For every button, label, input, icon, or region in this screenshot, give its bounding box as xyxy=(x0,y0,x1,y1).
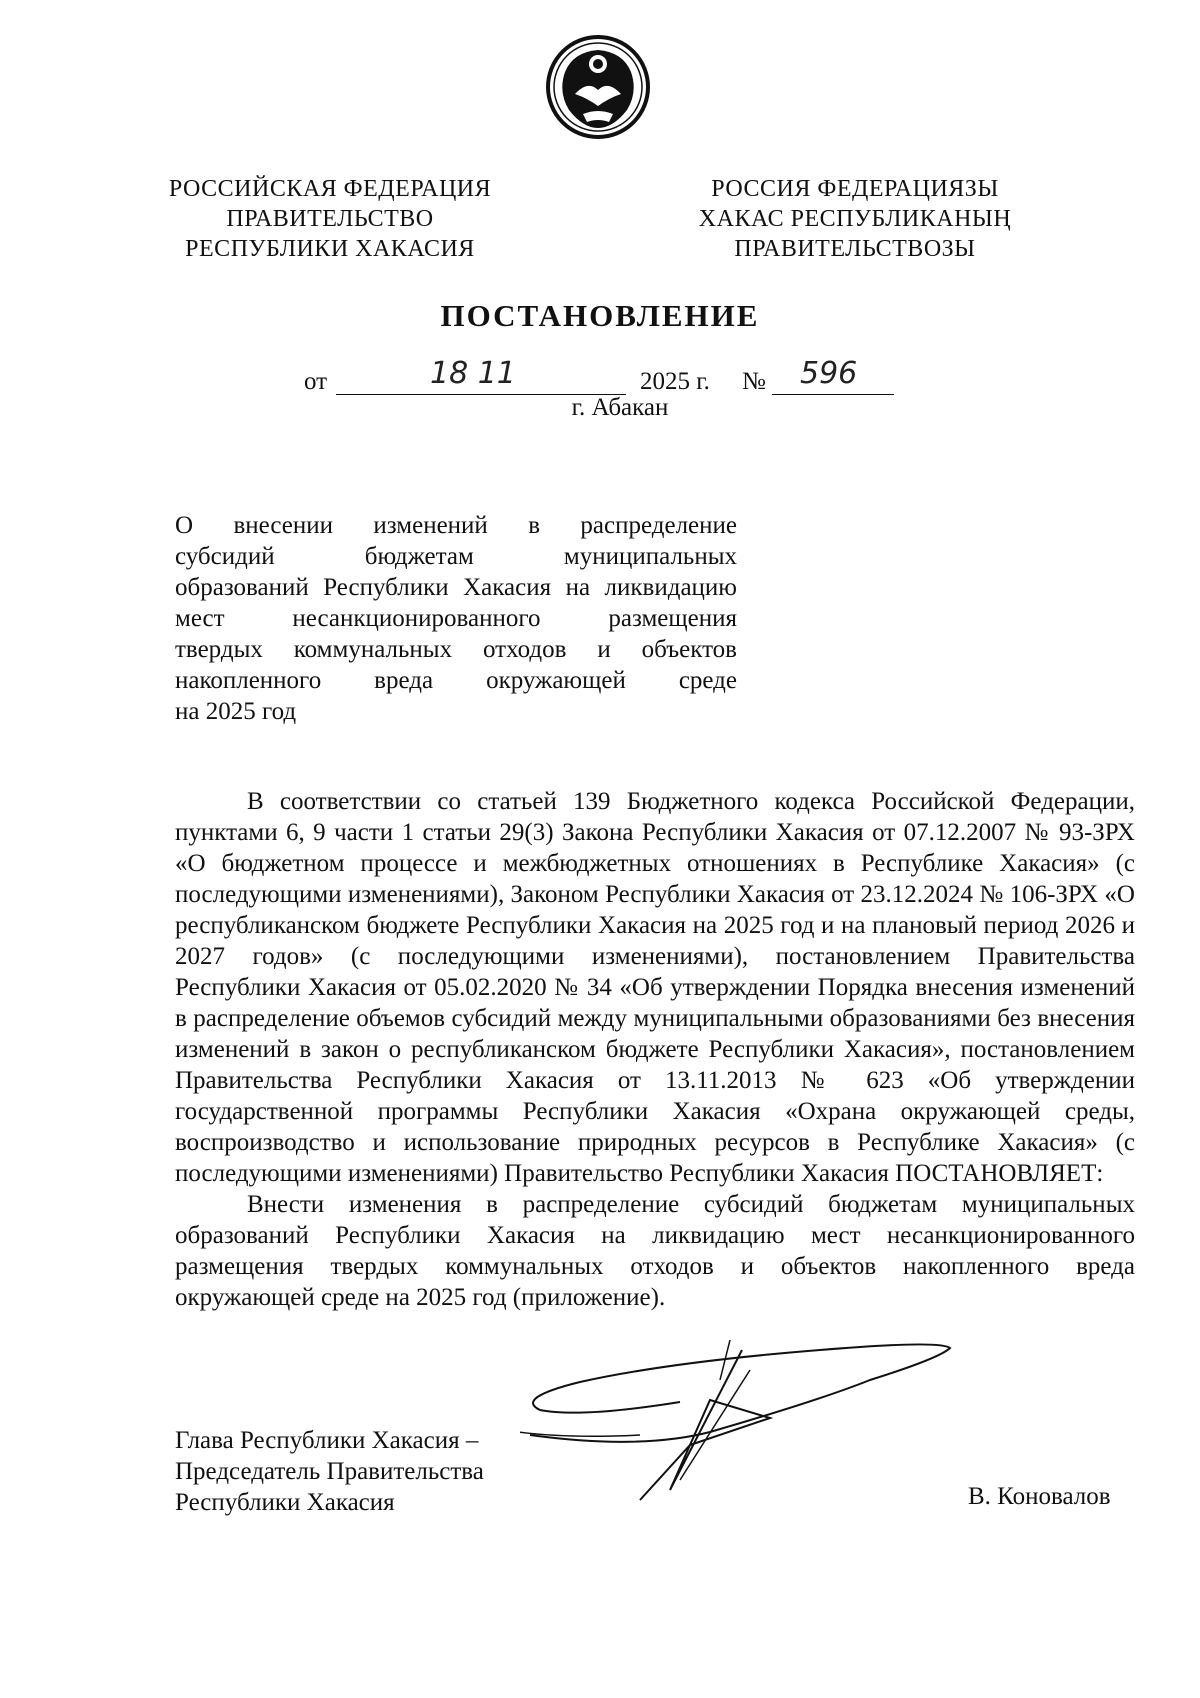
signatory-position xyxy=(175,1425,484,1518)
document-body xyxy=(175,786,1135,1313)
body-paragraph: Внести изменения в распределение субсидий бюджетам муниципальных образований Республики Хакасия на ликвидацию мест несанкционированного размещения твердых коммунальных отходов и объектов накопленного вреда окружающей среде на 2025 год (приложение). xyxy=(175,1191,1135,1311)
header-right xyxy=(650,174,1060,264)
year-text: 2025 г. xyxy=(640,368,710,395)
header-left-line: ПРАВИТЕЛЬСТВО xyxy=(226,206,434,232)
document-subject xyxy=(175,510,737,727)
number-label: № xyxy=(742,368,766,395)
body-paragraph: В соответствии со статьей 139 Бюджетного кодекса Российской Федерации, пунктами 6, 9 части 1 статьи 29(3) Закона Республики Хакасия от 07.12.2007 № 93-ЗРХ «О бюджетном процессе и межбюджетных отношениях в Республике Хакасия» (с последующими изменениями), Законом Республики Хакасия от 23.12.2024 № 106-ЗРХ «О республиканском бюджете Республики Хакасия на 2025 год и на плановый период 2026 и 2027 годов» (с последующими изменениями), постановлением Правительства Республики Хакасия от 05.02.2020 № 34 «Об утверждении Порядка внесения изменений в распределение объемов субсидий между муниципальными образованиями без внесения изменений в закон о республиканском бюджете Республики Хакасия», постановлением Правительства Республики Хакасия от 13.11.2013 № 623 «Об утверждении государственной программы Республики Хакасия «Охрана окружающей среды, воспроизводство и использование природных ресурсов в Республике Хакасия» (с последующими изменениями) Правительство Республики Хакасия ПОСТАНОВЛЯЕТ: xyxy=(175,788,1135,1187)
emblem-icon xyxy=(543,32,653,142)
subject-line: твердых коммунальных отходов и объектов xyxy=(175,636,737,663)
header-left-line: РОССИЙСКАЯ ФЕДЕРАЦИЯ xyxy=(168,176,492,202)
subject-line: накопленного вреда окружающей среде xyxy=(175,667,737,694)
header-left-line: РЕСПУБЛИКИ ХАКАСИЯ xyxy=(185,236,475,262)
position-line: Республики Хакасия xyxy=(175,1489,395,1516)
signature-icon xyxy=(520,1340,990,1515)
subject-line: субсидий бюджетам муниципальных xyxy=(175,543,737,570)
subject-line: на 2025 год xyxy=(175,698,297,725)
subject-line: О внесении изменений в распределение xyxy=(175,512,737,539)
from-label: от xyxy=(304,368,328,395)
header-right-line: ХАКАС РЕСПУБЛИКАНЫҢ xyxy=(698,206,1012,232)
position-line: Глава Республики Хакасия – xyxy=(175,1427,479,1454)
number-handwritten: 596 xyxy=(800,356,858,391)
subject-line: образований Республики Хакасия на ликвидацию xyxy=(175,574,737,601)
header-left xyxy=(120,174,540,264)
document-title: ПОСТАНОВЛЕНИЕ xyxy=(440,298,760,333)
subject-line: мест несанкционированного размещения xyxy=(175,605,737,632)
header-right-line: ПРАВИТЕЛЬСТВОЗЫ xyxy=(734,236,976,262)
header-right-line: РОССИЯ ФЕДЕРАЦИЯЗЫ xyxy=(711,176,999,202)
position-line: Председатель Правительства xyxy=(175,1458,484,1485)
signatory-name: В. Коновалов xyxy=(968,1483,1111,1510)
date-handwritten: 18 11 xyxy=(430,356,516,391)
city: г. Абакан xyxy=(571,394,669,421)
